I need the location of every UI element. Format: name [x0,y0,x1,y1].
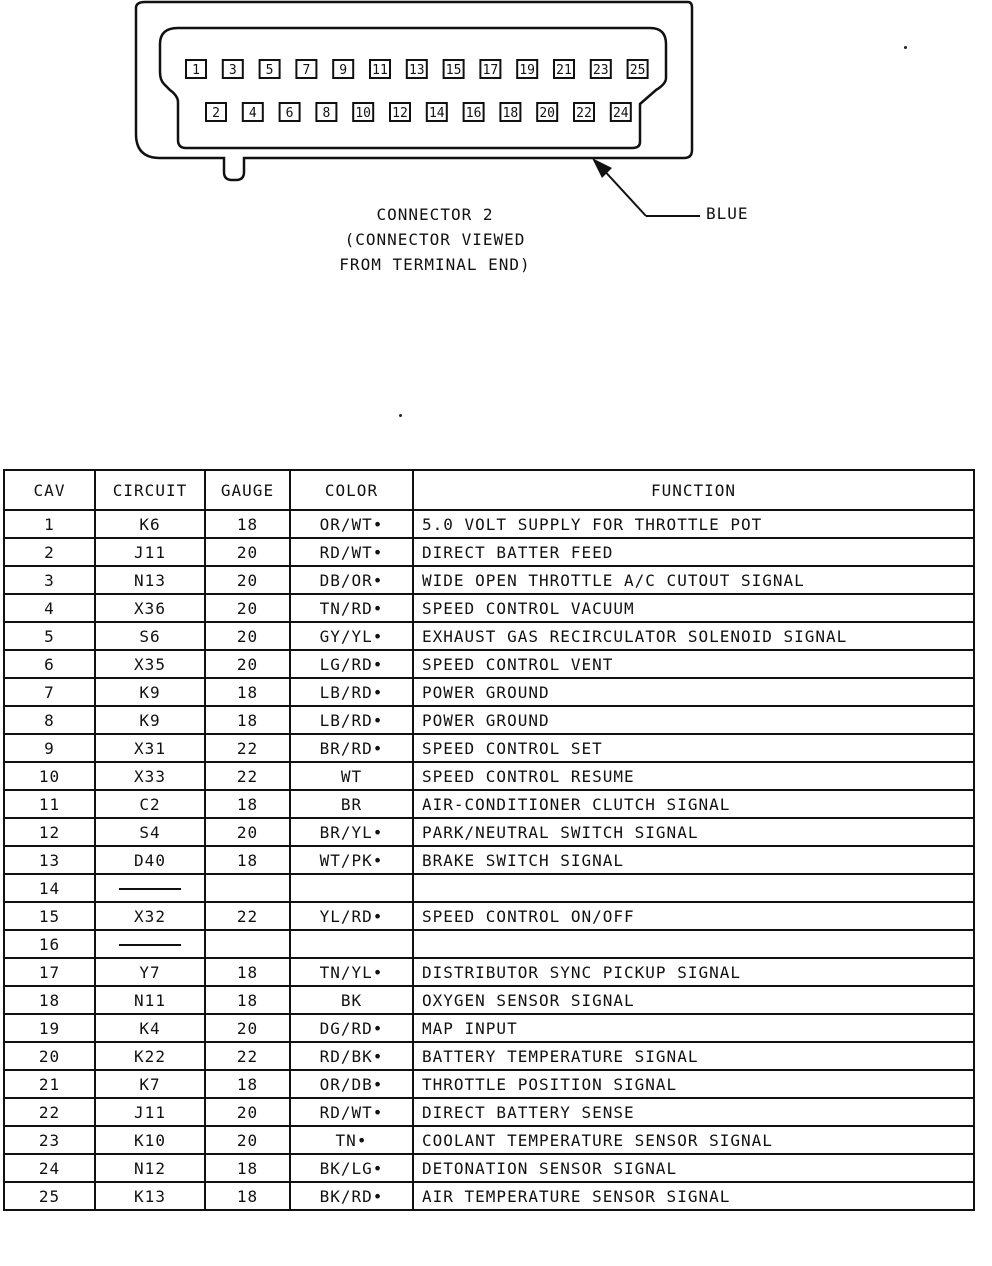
blue-arrow-shaft [600,166,646,216]
cavity-number: 1 [192,63,200,78]
cell-cav: 9 [4,734,95,762]
cell-cav: 21 [4,1070,95,1098]
cell-circuit: K10 [95,1126,205,1154]
cell-color: BR/RD• [290,734,413,762]
cell-color: WT [290,762,413,790]
cell-cav: 15 [4,902,95,930]
table-row [4,1042,974,1070]
cell-circuit: S4 [95,818,205,846]
cell-gauge: 22 [205,1042,290,1070]
cell-circuit: K4 [95,1014,205,1042]
cell-circuit: N11 [95,986,205,1014]
stray-dot-1 [904,46,907,49]
cavity-number: 7 [302,63,311,78]
cell-gauge: 18 [205,678,290,706]
cell-cav: 5 [4,622,95,650]
cell-gauge: 18 [205,986,290,1014]
stray-dot-2 [399,414,402,417]
cell-color: WT/PK• [290,846,413,874]
cell-gauge: 18 [205,510,290,538]
cell-function: MAP INPUT [413,1014,974,1042]
table-row [4,1014,974,1042]
cell-circuit: K13 [95,1182,205,1210]
cell-circuit [95,874,205,902]
table-row [4,1070,974,1098]
cell-function: POWER GROUND [413,706,974,734]
cavity-number: 8 [322,106,331,121]
pinout-table-body [4,510,974,1210]
cell-cav: 12 [4,818,95,846]
cell-gauge: 20 [205,1098,290,1126]
cell-color: TN/RD• [290,594,413,622]
connector-top-row [186,60,648,78]
cell-function: 5.0 VOLT SUPPLY FOR THROTTLE POT [413,510,974,538]
cell-circuit: K9 [95,706,205,734]
header-cav: CAV [4,470,95,510]
cell-cav: 25 [4,1182,95,1210]
cell-gauge: 18 [205,958,290,986]
cell-cav: 20 [4,1042,95,1070]
cavity-number: 24 [612,106,629,121]
table-row [4,538,974,566]
cell-color: LB/RD• [290,678,413,706]
cavity-number: 11 [372,63,388,78]
cell-gauge: 22 [205,734,290,762]
cell-gauge: 20 [205,622,290,650]
cell-function: EXHAUST GAS RECIRCULATOR SOLENOID SIGNAL [413,622,974,650]
cell-cav: 4 [4,594,95,622]
cell-function: WIDE OPEN THROTTLE A/C CUTOUT SIGNAL [413,566,974,594]
table-row [4,874,974,902]
cell-circuit: X36 [95,594,205,622]
cell-function: COOLANT TEMPERATURE SENSOR SIGNAL [413,1126,974,1154]
connector-bottom-row [206,103,631,121]
cell-gauge [205,874,290,902]
table-row [4,958,974,986]
empty-circuit-dash [119,888,181,890]
cell-function: SPEED CONTROL SET [413,734,974,762]
cell-circuit: J11 [95,538,205,566]
cell-color: BK/RD• [290,1182,413,1210]
cell-gauge: 18 [205,846,290,874]
cell-function: AIR-CONDITIONER CLUTCH SIGNAL [413,790,974,818]
cell-color: DB/OR• [290,566,413,594]
cell-circuit: Y7 [95,958,205,986]
table-row [4,986,974,1014]
cell-color: OR/DB• [290,1070,413,1098]
cavity-number: 15 [445,63,462,78]
cell-function: SPEED CONTROL VACUUM [413,594,974,622]
cell-cav: 19 [4,1014,95,1042]
cavity-number: 21 [556,63,572,78]
cell-function: DISTRIBUTOR SYNC PICKUP SIGNAL [413,958,974,986]
cell-function: SPEED CONTROL RESUME [413,762,974,790]
cell-cav: 18 [4,986,95,1014]
cell-function: BATTERY TEMPERATURE SIGNAL [413,1042,974,1070]
table-row [4,790,974,818]
cell-gauge: 18 [205,1070,290,1098]
cell-circuit: J11 [95,1098,205,1126]
cell-function: DIRECT BATTERY SENSE [413,1098,974,1126]
table-row [4,510,974,538]
cell-gauge: 20 [205,818,290,846]
cavity-number: 10 [355,106,372,121]
cavity-number: 22 [576,106,592,121]
table-row [4,902,974,930]
cavity-number: 14 [428,106,445,121]
cell-color: GY/YL• [290,622,413,650]
header-gauge: GAUGE [205,470,290,510]
cell-circuit: K9 [95,678,205,706]
cell-cav: 14 [4,874,95,902]
table-row [4,1182,974,1210]
cell-cav: 17 [4,958,95,986]
cell-gauge: 20 [205,650,290,678]
cell-function: SPEED CONTROL VENT [413,650,974,678]
cell-gauge: 18 [205,1182,290,1210]
cell-circuit: N12 [95,1154,205,1182]
table-row [4,594,974,622]
cell-function: THROTTLE POSITION SIGNAL [413,1070,974,1098]
caption-line-1: CONNECTOR 2 [376,205,494,224]
cavity-number: 3 [228,63,237,78]
cell-color: BK/LG• [290,1154,413,1182]
cavity-number: 12 [392,106,408,121]
cell-cav: 10 [4,762,95,790]
cell-cav: 7 [4,678,95,706]
cell-color: LB/RD• [290,706,413,734]
cell-circuit: D40 [95,846,205,874]
cell-gauge: 18 [205,790,290,818]
table-header-row [4,470,974,510]
cell-circuit: C2 [95,790,205,818]
cavity-number: 20 [539,106,556,121]
connector-caption [300,202,570,277]
cell-cav: 13 [4,846,95,874]
cavity-number: 19 [519,63,536,78]
table-row [4,622,974,650]
cell-function: SPEED CONTROL ON/OFF [413,902,974,930]
table-row [4,650,974,678]
cavity-number: 16 [465,106,482,121]
cell-gauge: 20 [205,1014,290,1042]
cell-function: PARK/NEUTRAL SWITCH SIGNAL [413,818,974,846]
caption-line-3: FROM TERMINAL END) [339,255,531,274]
table-row [4,1154,974,1182]
table-row [4,762,974,790]
cell-gauge: 20 [205,538,290,566]
cell-color [290,874,413,902]
cell-gauge: 20 [205,566,290,594]
table-row [4,818,974,846]
cavity-number: 13 [408,63,425,78]
cell-function: AIR TEMPERATURE SENSOR SIGNAL [413,1182,974,1210]
cavity-number: 18 [502,106,519,121]
header-circuit: CIRCUIT [95,470,205,510]
cell-gauge: 20 [205,1126,290,1154]
cell-function [413,874,974,902]
table-row [4,734,974,762]
cell-gauge: 18 [205,1154,290,1182]
cavity-number: 6 [285,106,294,121]
header-color: COLOR [290,470,413,510]
cell-cav: 16 [4,930,95,958]
cell-gauge: 22 [205,902,290,930]
pinout-table [3,469,975,1211]
cell-cav: 8 [4,706,95,734]
cell-circuit: N13 [95,566,205,594]
cavity-number: 9 [339,63,348,78]
cell-gauge: 20 [205,594,290,622]
cavity-number: 23 [592,63,609,78]
cavity-number: 4 [248,106,257,121]
table-row [4,566,974,594]
header-function: FUNCTION [413,470,974,510]
cell-color [290,930,413,958]
cell-circuit: X35 [95,650,205,678]
cell-circuit: K6 [95,510,205,538]
table-row [4,1126,974,1154]
cell-circuit: X31 [95,734,205,762]
cell-circuit: K22 [95,1042,205,1070]
cell-cav: 1 [4,510,95,538]
cell-cav: 22 [4,1098,95,1126]
cell-color: YL/RD• [290,902,413,930]
cell-circuit: K7 [95,1070,205,1098]
cell-color: BR [290,790,413,818]
cell-color: TN• [290,1126,413,1154]
cell-circuit [95,930,205,958]
cavity-number: 5 [265,63,274,78]
cell-circuit: X33 [95,762,205,790]
cell-cav: 11 [4,790,95,818]
cell-cav: 6 [4,650,95,678]
cell-gauge [205,930,290,958]
cell-color: BK [290,986,413,1014]
cell-function: POWER GROUND [413,678,974,706]
cell-color: DG/RD• [290,1014,413,1042]
cell-function: OXYGEN SENSOR SIGNAL [413,986,974,1014]
cell-color: TN/YL• [290,958,413,986]
cell-cav: 24 [4,1154,95,1182]
cell-color: BR/YL• [290,818,413,846]
connector-housing-inner [160,28,666,148]
cavity-number: 17 [482,63,499,78]
cell-circuit: S6 [95,622,205,650]
cell-circuit: X32 [95,902,205,930]
cell-gauge: 22 [205,762,290,790]
cavity-number: 25 [629,63,646,78]
empty-circuit-dash [119,944,181,946]
connector-color-label: BLUE [706,204,749,223]
table-row [4,678,974,706]
cell-gauge: 18 [205,706,290,734]
cell-color: RD/WT• [290,538,413,566]
cell-cav: 2 [4,538,95,566]
cell-color: OR/WT• [290,510,413,538]
cell-function: DETONATION SENSOR SIGNAL [413,1154,974,1182]
cell-function: BRAKE SWITCH SIGNAL [413,846,974,874]
table-row [4,706,974,734]
table-row [4,930,974,958]
cell-function: DIRECT BATTER FEED [413,538,974,566]
cell-color: RD/WT• [290,1098,413,1126]
caption-line-2: (CONNECTOR VIEWED [344,230,526,249]
cell-color: RD/BK• [290,1042,413,1070]
cell-cav: 23 [4,1126,95,1154]
cell-function [413,930,974,958]
table-row [4,846,974,874]
cell-color: LG/RD• [290,650,413,678]
table-row [4,1098,974,1126]
cavity-number: 2 [212,106,220,121]
cell-cav: 3 [4,566,95,594]
